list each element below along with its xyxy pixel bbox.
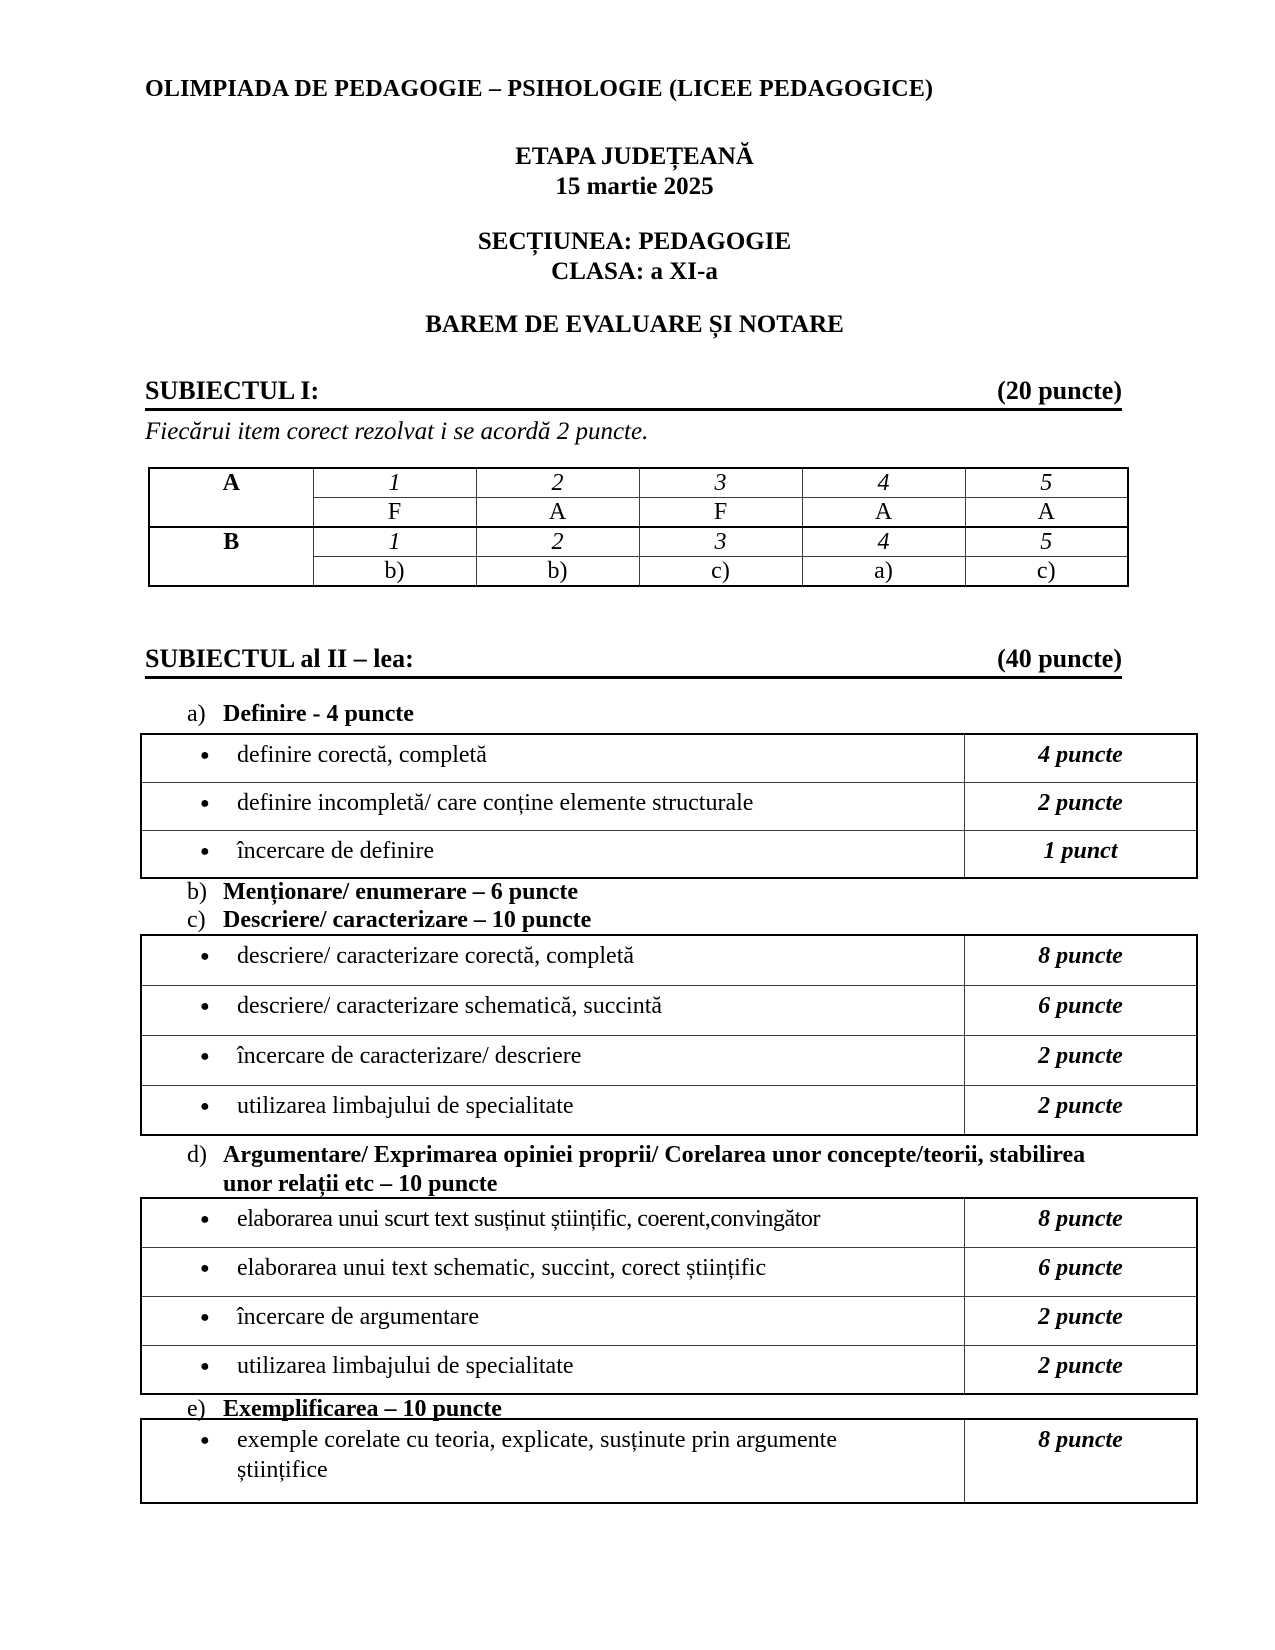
bullet-icon: ● <box>200 842 210 860</box>
criterion-text: utilizarea limbajului de specialitate <box>237 1092 574 1119</box>
table-row <box>141 935 1197 985</box>
item-number: 1 <box>313 527 476 557</box>
rubric-table-descriere <box>140 934 1198 1136</box>
table-row <box>141 734 1197 782</box>
subject1-note: Fiecărui item corect rezolvat i se acordă 2 puncte. <box>145 418 649 445</box>
rubric-table-exemplificare <box>140 1418 1198 1504</box>
criterion-text-line2: științifice <box>237 1457 328 1483</box>
criterion-c-label: Descriere/ caracterizare – 10 puncte <box>223 907 592 933</box>
answer-cell: c) <box>639 557 802 587</box>
answer-cell: b) <box>476 557 639 587</box>
bullet-icon: ● <box>200 1432 210 1449</box>
table-row <box>141 1345 1197 1394</box>
criterion-a-label: Definire - 4 puncte <box>223 701 414 727</box>
subject2-title: SUBIECTUL al II – lea: <box>145 644 414 673</box>
table-row <box>141 1247 1197 1296</box>
table-row <box>149 468 1128 498</box>
answer-cell: A <box>965 498 1128 528</box>
table-row <box>141 1198 1197 1247</box>
table-row <box>149 527 1128 557</box>
subject1-heading <box>145 377 1122 411</box>
bullet-icon: ● <box>200 1097 210 1115</box>
bullet-icon: ● <box>200 997 210 1015</box>
criterion-text: descriere/ caracterizare corectă, completă <box>237 943 635 969</box>
list-marker: e) <box>187 1396 206 1422</box>
criterion-d-label-line1: Argumentare/ Exprimarea opiniei proprii/ Corelarea unor concepte/teorii, stabilirea <box>223 1142 1086 1168</box>
stage-date: 15 martie 2025 <box>555 173 714 200</box>
criterion-text: utilizarea limbajului de specialitate <box>237 1352 574 1379</box>
section-block <box>142 227 1127 287</box>
bullet-icon: ● <box>200 794 210 812</box>
item-number: 4 <box>802 468 965 498</box>
stage-block <box>142 142 1127 202</box>
item-number: 2 <box>476 468 639 498</box>
points-value: 2 puncte <box>965 782 1198 830</box>
row-b-label: B <box>149 527 313 586</box>
criterion-b-label: Menționare/ enumerare – 6 puncte <box>223 879 579 905</box>
points-value: 8 puncte <box>965 935 1198 985</box>
criterion-text: elaborarea unui scurt text susținut științific, coerent,convingător <box>237 1206 820 1232</box>
table-row <box>141 830 1197 878</box>
item-number: 4 <box>802 527 965 557</box>
criterion-e-label: Exemplificarea – 10 puncte <box>223 1396 502 1422</box>
answer-cell: F <box>639 498 802 528</box>
criterion-text: descriere/ caracterizare schematică, succintă <box>237 992 663 1019</box>
list-marker: a) <box>187 701 206 727</box>
section-line: SECȚIUNEA: PEDAGOGIE <box>477 228 792 255</box>
item-number: 2 <box>476 527 639 557</box>
row-a-label: A <box>149 468 313 527</box>
bullet-icon: ● <box>200 948 210 965</box>
criterion-b-heading <box>142 878 1224 907</box>
class-line: CLASA: a XI-a <box>551 258 718 285</box>
olympiad-title: OLIMPIADA DE PEDAGOGIE – PSIHOLOGIE (LICEE PEDAGOGICE) <box>145 76 934 102</box>
criterion-text: elaborarea unui text schematic, succint, corect științific <box>237 1254 767 1281</box>
points-value: 6 puncte <box>965 1247 1198 1296</box>
table-row <box>141 1085 1197 1135</box>
rubric-table-definire <box>140 733 1198 879</box>
bullet-icon: ● <box>200 1308 210 1326</box>
list-marker: c) <box>187 907 206 933</box>
subject1-answer-table <box>148 467 1129 587</box>
list-marker: b) <box>187 879 207 905</box>
points-value: 4 puncte <box>965 734 1198 782</box>
answer-cell: b) <box>313 557 476 587</box>
points-value: 6 puncte <box>965 985 1198 1035</box>
criterion-a-heading <box>142 700 1224 729</box>
answer-cell: A <box>802 498 965 528</box>
item-number: 1 <box>313 468 476 498</box>
criterion-text: încercare de definire <box>237 837 435 864</box>
bullet-icon: ● <box>200 1259 210 1277</box>
subject1-points: (20 puncte) <box>997 376 1122 405</box>
bullet-icon: ● <box>200 1357 210 1375</box>
bullet-icon: ● <box>200 1047 210 1065</box>
answer-cell: c) <box>965 557 1128 587</box>
criterion-c-heading <box>142 906 1224 935</box>
answer-cell: a) <box>802 557 965 587</box>
criterion-text: definire corectă, completă <box>237 742 487 768</box>
item-number: 5 <box>965 468 1128 498</box>
list-marker: d) <box>187 1142 207 1168</box>
item-number: 3 <box>639 468 802 498</box>
points-value: 1 punct <box>965 830 1198 878</box>
criterion-text-line1: exemple corelate cu teoria, explicate, susținute prin argumente <box>237 1427 837 1453</box>
criterion-text: definire incompletă/ care conține elemente structurale <box>237 789 754 816</box>
points-value: 2 puncte <box>965 1296 1198 1345</box>
points-value: 8 puncte <box>965 1198 1198 1247</box>
table-row <box>141 1419 1197 1503</box>
points-value: 2 puncte <box>965 1035 1198 1085</box>
criterion-d-heading <box>142 1141 1224 1199</box>
stage-title: ETAPA JUDEȚEANĂ <box>515 143 754 170</box>
criterion-text: încercare de caracterizare/ descriere <box>237 1042 582 1069</box>
bullet-icon: ● <box>200 1211 210 1228</box>
points-value: 2 puncte <box>965 1345 1198 1394</box>
points-value: 8 puncte <box>965 1419 1198 1503</box>
table-row <box>141 782 1197 830</box>
answer-cell: F <box>313 498 476 528</box>
answer-cell: A <box>476 498 639 528</box>
item-number: 5 <box>965 527 1128 557</box>
subject1-title: SUBIECTUL I: <box>145 376 320 405</box>
criterion-d-label-line2: unor relații etc – 10 puncte <box>223 1171 498 1197</box>
rubric-table-argumentare <box>140 1197 1198 1395</box>
table-row <box>141 1296 1197 1345</box>
doc-title: BAREM DE EVALUARE ȘI NOTARE <box>425 311 844 338</box>
item-number: 3 <box>639 527 802 557</box>
points-value: 2 puncte <box>965 1085 1198 1135</box>
bullet-icon: ● <box>200 747 210 764</box>
criterion-text: încercare de argumentare <box>237 1303 480 1330</box>
table-row <box>141 985 1197 1035</box>
subject2-heading <box>145 645 1122 679</box>
table-row <box>141 1035 1197 1085</box>
subject2-points: (40 puncte) <box>997 644 1122 673</box>
